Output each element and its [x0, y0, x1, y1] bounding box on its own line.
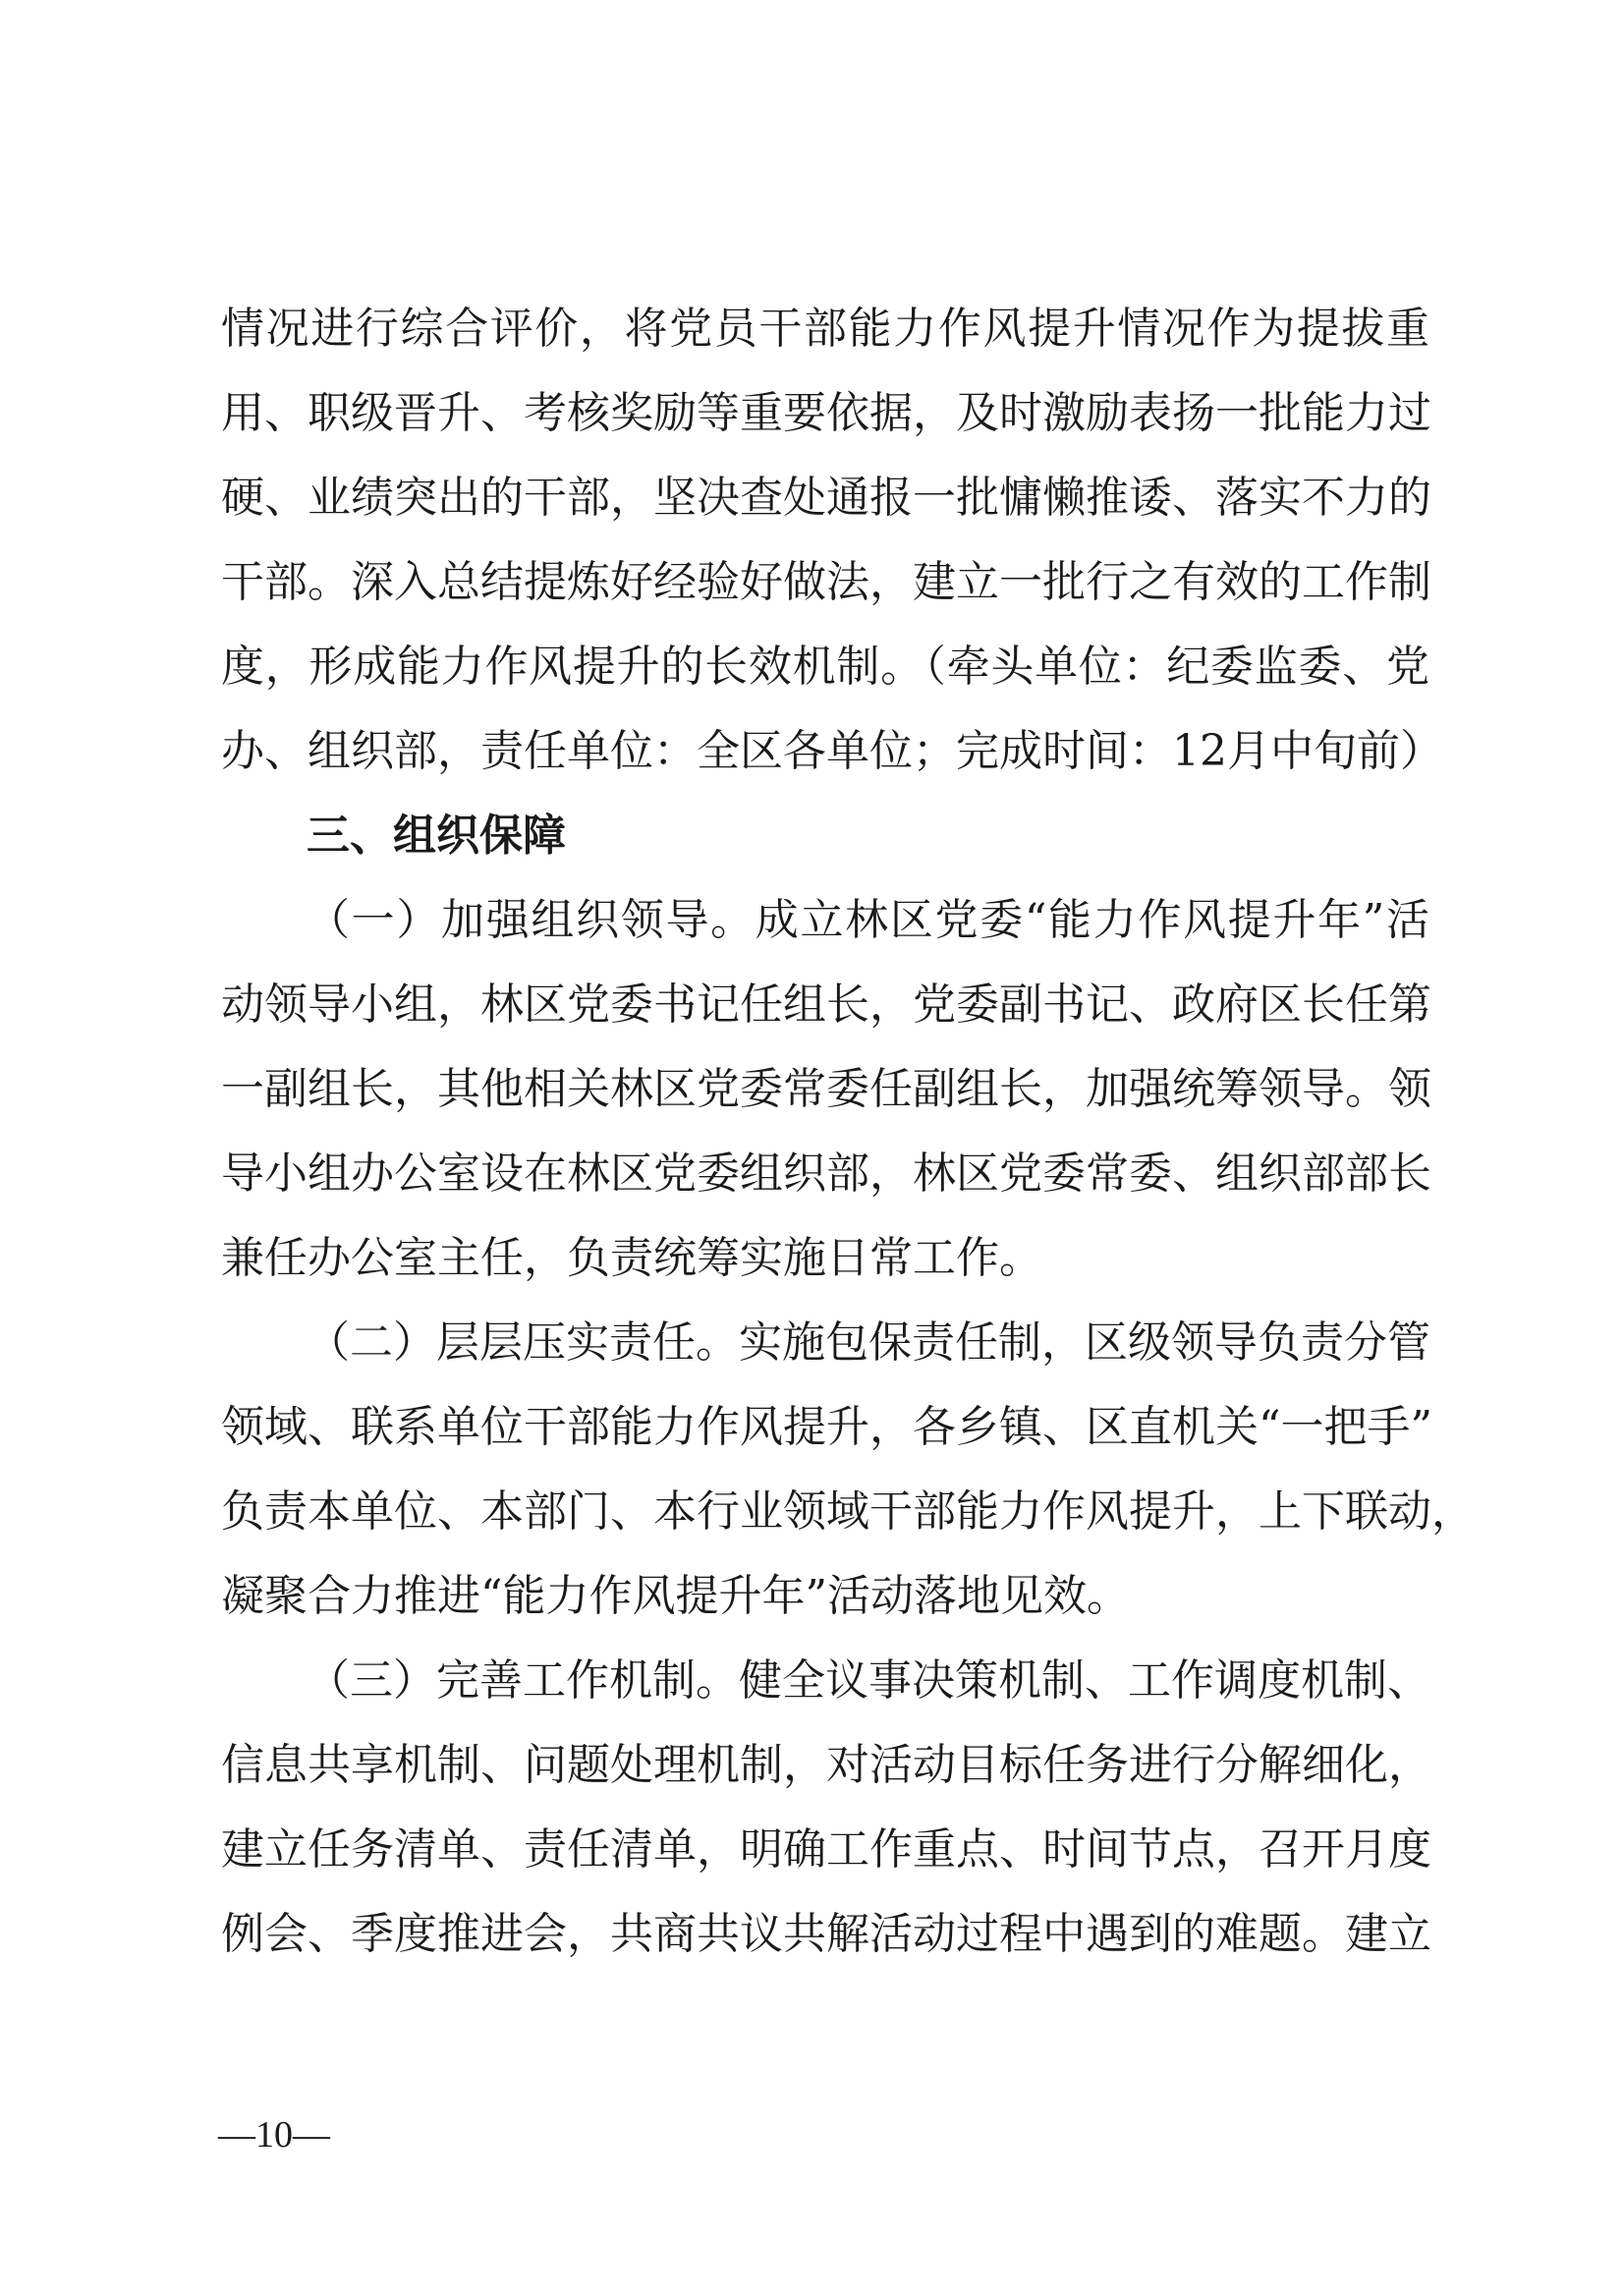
text-line: 用、职级晋升、考核奖励等重要依据，及时激励表扬一批能力过	[221, 388, 1431, 438]
text-line: 度，形成能力作风提升的长效机制。（牵头单位：纪委监委、党	[221, 642, 1429, 692]
text-line: 凝聚合力推进“能力作风提升年”活动落地见效。	[221, 1571, 1130, 1621]
text-line: （一）加强组织领导。成立林区党委“能力作风提升年”活	[307, 895, 1429, 945]
text-line: 一副组长，其他相关林区党委常委任副组长，加强统筹领导。领	[221, 1064, 1431, 1114]
text-line: 干部。深入总结提炼好经验好做法，建立一批行之有效的工作制	[221, 557, 1431, 607]
text-line: 办、组织部，责任单位：全区各单位；完成时间：12月中旬前）	[221, 726, 1443, 776]
text-line: 信息共享机制、问题处理机制，对活动目标任务进行分解细化，	[221, 1740, 1431, 1790]
text-line: 硬、业绩突出的干部，坚决查处通报一批慵懒推诿、落实不力的	[221, 473, 1431, 523]
page-number: —10—	[218, 2114, 330, 2156]
text-line: （三）完善工作机制。健全议事决策机制、工作调度机制、	[307, 1655, 1430, 1706]
text-line: 例会、季度推进会，共商共议共解活动过程中遇到的难题。建立	[221, 1909, 1431, 1959]
text-line: 负责本单位、本部门、本行业领域干部能力作风提升，上下联动，	[221, 1486, 1475, 1537]
text-line: （二）层层压实责任。实施包保责任制，区级领导负责分管	[307, 1317, 1430, 1368]
text-line: 兼任办公室主任，负责统筹实施日常工作。	[221, 1233, 1042, 1283]
text-line: 建立任务清单、责任清单，明确工作重点、时间节点，召开月度	[221, 1824, 1431, 1875]
text-line: 动领导小组，林区党委书记任组长，党委副书记、政府区长任第	[221, 980, 1431, 1030]
section-heading: 三、组织保障	[307, 811, 566, 861]
text-line: 导小组办公室设在林区党委组织部，林区党委常委、组织部部长	[221, 1148, 1431, 1199]
text-line: 领域、联系单位干部能力作风提升，各乡镇、区直机关“一把手”	[221, 1402, 1432, 1452]
text-line: 情况进行综合评价，将党员干部能力作风提升情况作为提拔重	[221, 304, 1429, 354]
